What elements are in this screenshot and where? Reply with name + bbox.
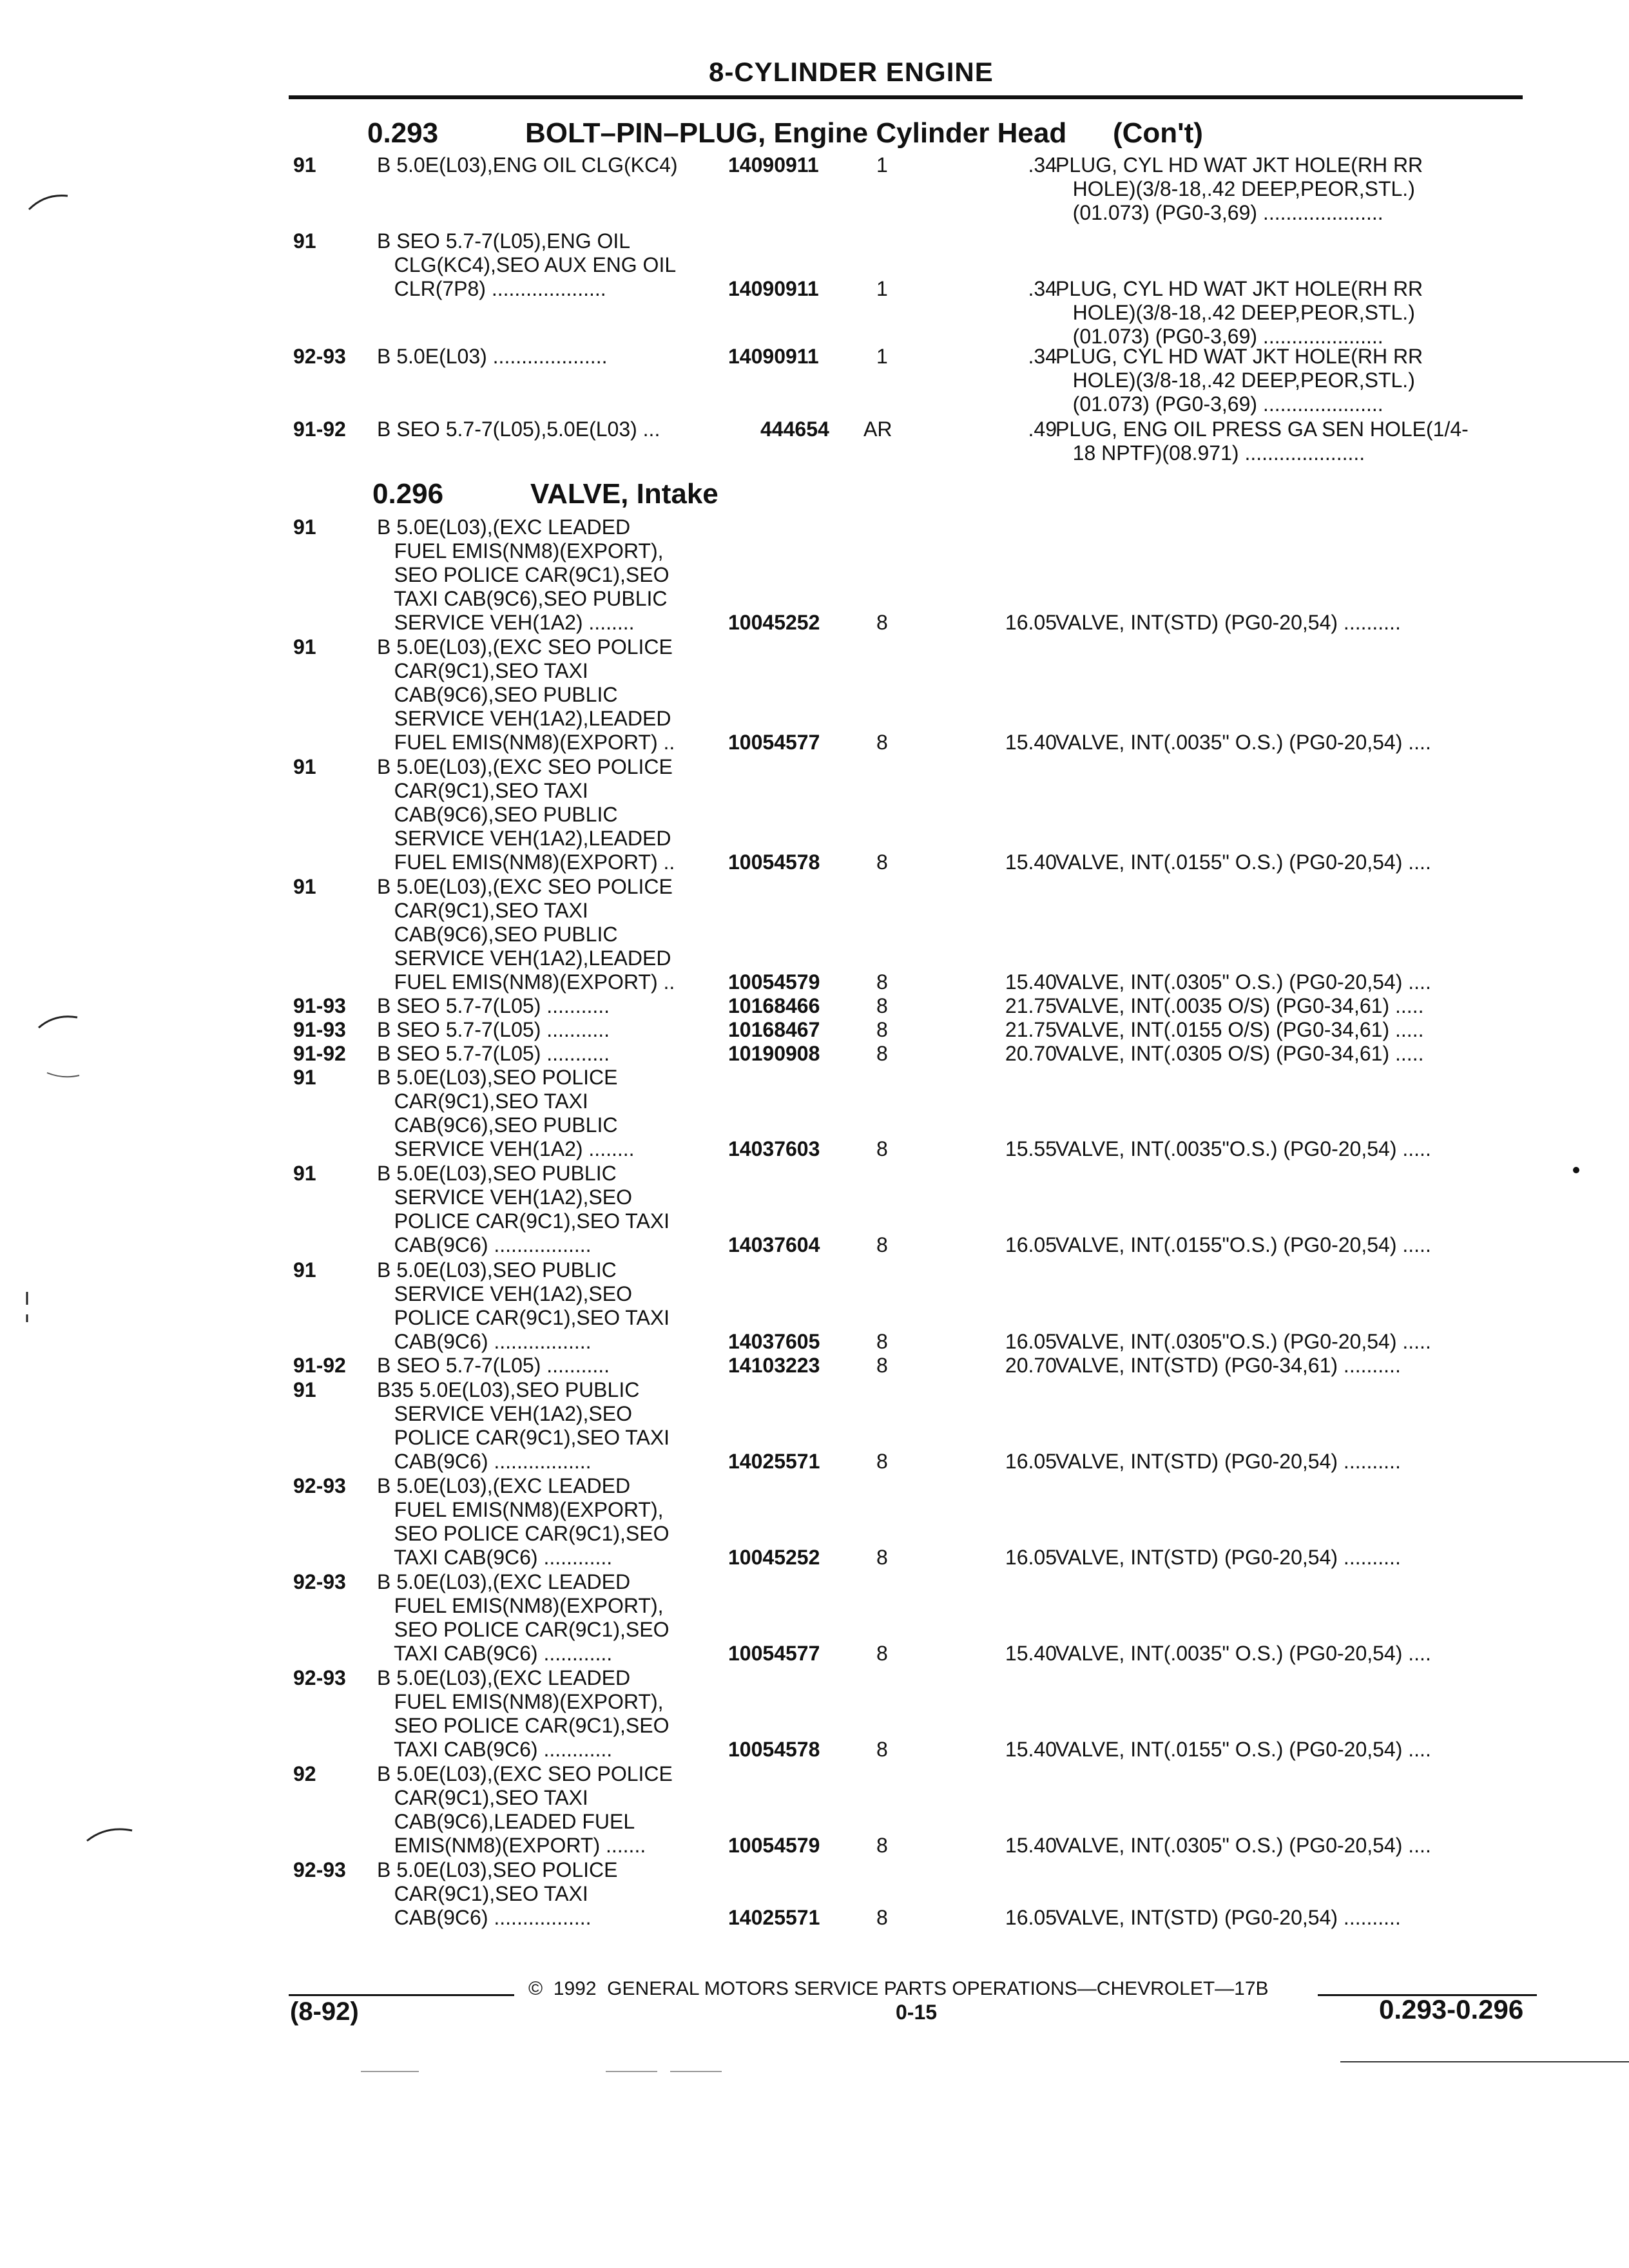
price: .34: [1028, 345, 1057, 368]
part-number: 14037603: [728, 1137, 820, 1160]
part-description: PLUG, CYL HD WAT JKT HOLE(RH RR HOLE)(3/8-18,.42 DEEP,PEOR,STL.) (01.073) (PG0-3,69) .....................: [1055, 345, 1423, 416]
part-number: 10054578: [728, 1738, 820, 1761]
quantity: 8: [876, 1834, 888, 1857]
model-year: 91: [293, 515, 316, 539]
quantity: 8: [876, 1042, 888, 1065]
price: 15.40: [1005, 1738, 1057, 1761]
quantity: 8: [876, 1233, 888, 1256]
model-year: 91: [293, 635, 316, 658]
scan-line: [1340, 2059, 1629, 2065]
section-title: BOLT–PIN–PLUG, Engine Cylinder Head: [525, 117, 1067, 149]
quantity: 8: [876, 611, 888, 634]
part-number: 10054579: [728, 970, 820, 994]
footer-page-number: 0-15: [896, 2001, 938, 2024]
application-description: B 5.0E(L03),(EXC SEO POLICE CAR(9C1),SEO TAXI CAB(9C6),SEO PUBLIC SERVICE VEH(1A2),LEADED FUEL EMIS(NM8)(EXPORT) ..: [377, 875, 675, 994]
quantity: 8: [876, 970, 888, 994]
application-description: B SEO 5.7-7(L05) ...........: [377, 994, 610, 1017]
application-description: B 5.0E(L03),SEO POLICE CAR(9C1),SEO TAXI CAB(9C6) .................: [377, 1858, 618, 1929]
model-year: 91-92: [293, 418, 346, 441]
quantity: 8: [876, 1642, 888, 1665]
header-rule: [289, 95, 1523, 99]
part-number: 14025571: [728, 1450, 820, 1473]
quantity: 8: [876, 994, 888, 1017]
section-title: VALVE, Intake: [530, 478, 718, 510]
price: 15.40: [1005, 1642, 1057, 1665]
application-description: B SEO 5.7-7(L05),5.0E(L03) ...: [377, 418, 660, 441]
part-description: VALVE, INT(STD) (PG0-20,54) ..........: [1055, 1546, 1401, 1569]
price: 21.75: [1005, 1018, 1057, 1041]
part-description: VALVE, INT(.0155" O.S.) (PG0-20,54) ....: [1055, 850, 1431, 874]
footer-copyright: © 1992 GENERAL MOTORS SERVICE PARTS OPERATIONS—CHEVROLET—17B: [528, 1978, 1269, 1999]
part-description: VALVE, INT(STD) (PG0-20,54) ..........: [1055, 1906, 1401, 1929]
application-description: B 5.0E(L03),SEO PUBLIC SERVICE VEH(1A2),SEO POLICE CAR(9C1),SEO TAXI CAB(9C6) .................: [377, 1258, 670, 1353]
quantity: 8: [876, 1738, 888, 1761]
model-year: 91: [293, 1162, 316, 1185]
quantity: 1: [876, 277, 888, 300]
part-number: 10045252: [728, 611, 820, 634]
model-year: 92-93: [293, 1666, 346, 1689]
application-description: B 5.0E(L03),(EXC LEADED FUEL EMIS(NM8)(EXPORT), SEO POLICE CAR(9C1),SEO TAXI CAB(9C6),SEO PUBLIC SERVICE VEH(1A2) ........: [377, 515, 670, 634]
part-description: PLUG, CYL HD WAT JKT HOLE(RH RR HOLE)(3/8-18,.42 DEEP,PEOR,STL.) (01.073) (PG0-3,69) .....................: [1055, 277, 1423, 348]
model-year: 92-93: [293, 1858, 346, 1881]
part-description: VALVE, INT(.0035" O.S.) (PG0-20,54) ....: [1055, 731, 1431, 754]
price: 15.40: [1005, 731, 1057, 754]
footer-section-range: 0.293-0.296: [1379, 1994, 1524, 2024]
quantity: 8: [876, 1354, 888, 1377]
scan-mark: [84, 1820, 135, 1846]
application-description: B SEO 5.7-7(L05) ...........: [377, 1018, 610, 1041]
quantity: 8: [876, 731, 888, 754]
part-description: VALVE, INT(.0035 O/S) (PG0-34,61) .....: [1055, 994, 1424, 1017]
part-description: VALVE, INT(.0305"O.S.) (PG0-20,54) .....: [1055, 1330, 1431, 1353]
price: 16.05: [1005, 1233, 1057, 1256]
part-description: VALVE, INT(.0305" O.S.) (PG0-20,54) ....: [1055, 970, 1431, 994]
part-description: VALVE, INT(.0035"O.S.) (PG0-20,54) .....: [1055, 1137, 1431, 1160]
model-year: 91: [293, 1378, 316, 1401]
quantity: 1: [876, 345, 888, 368]
part-description: VALVE, INT(STD) (PG0-20,54) ..........: [1055, 1450, 1401, 1473]
scan-dot: [1571, 1165, 1581, 1175]
model-year: 91: [293, 1258, 316, 1282]
part-description: VALVE, INT(.0305 O/S) (PG0-34,61) .....: [1055, 1042, 1424, 1065]
price: .49: [1028, 418, 1057, 441]
section-number: 0.293: [367, 117, 439, 149]
part-description: VALVE, INT(STD) (PG0-20,54) ..........: [1055, 611, 1401, 634]
scan-mark: [35, 1008, 81, 1034]
part-description: VALVE, INT(.0155"O.S.) (PG0-20,54) .....: [1055, 1233, 1431, 1256]
application-description: B 5.0E(L03),(EXC SEO POLICE CAR(9C1),SEO TAXI CAB(9C6),SEO PUBLIC SERVICE VEH(1A2),LEADED FUEL EMIS(NM8)(EXPORT) ..: [377, 755, 675, 874]
price: 21.75: [1005, 994, 1057, 1017]
quantity: 8: [876, 850, 888, 874]
model-year: 91: [293, 229, 316, 253]
model-year: 91: [293, 153, 316, 177]
part-number: 10168466: [728, 994, 820, 1017]
application-description: B 5.0E(L03),(EXC LEADED FUEL EMIS(NM8)(EXPORT), SEO POLICE CAR(9C1),SEO TAXI CAB(9C6) ............: [377, 1570, 670, 1665]
price: 16.05: [1005, 1330, 1057, 1353]
part-number: 10168467: [728, 1018, 820, 1041]
application-description: B SEO 5.7-7(L05),ENG OIL CLG(KC4),SEO AUX ENG OIL CLR(7P8) ....................: [377, 229, 677, 300]
price: 16.05: [1005, 1450, 1057, 1473]
application-description: B35 5.0E(L03),SEO PUBLIC SERVICE VEH(1A2),SEO POLICE CAR(9C1),SEO TAXI CAB(9C6) .................: [377, 1378, 670, 1473]
model-year: 92-93: [293, 345, 346, 368]
part-number: 14090911: [728, 277, 819, 300]
application-description: B 5.0E(L03),SEO PUBLIC SERVICE VEH(1A2),SEO POLICE CAR(9C1),SEO TAXI CAB(9C6) .................: [377, 1162, 670, 1256]
part-number: 14103223: [728, 1354, 820, 1377]
section-number: 0.296: [372, 478, 444, 510]
quantity: 8: [876, 1018, 888, 1041]
price: .34: [1028, 277, 1057, 300]
application-description: B 5.0E(L03),(EXC SEO POLICE CAR(9C1),SEO TAXI CAB(9C6),SEO PUBLIC SERVICE VEH(1A2),LEADED FUEL EMIS(NM8)(EXPORT) ..: [377, 635, 675, 754]
quantity: 8: [876, 1137, 888, 1160]
part-number: 10190908: [728, 1042, 820, 1065]
application-description: B 5.0E(L03),ENG OIL CLG(KC4): [377, 153, 678, 177]
model-year: 92: [293, 1762, 316, 1785]
price: 15.40: [1005, 850, 1057, 874]
price: 15.40: [1005, 1834, 1057, 1857]
quantity: 8: [876, 1906, 888, 1929]
scan-mark: [21, 1289, 34, 1327]
part-number: 14037605: [728, 1330, 820, 1353]
scan-mark: [26, 187, 71, 213]
model-year: 91: [293, 1066, 316, 1089]
quantity: 8: [876, 1450, 888, 1473]
model-year: 91: [293, 755, 316, 778]
part-number: 10054577: [728, 1642, 820, 1665]
section-continued-label: (Con't): [1113, 117, 1203, 149]
price: .34: [1028, 153, 1057, 177]
part-number: 14025571: [728, 1906, 820, 1929]
price: 16.05: [1005, 1546, 1057, 1569]
part-number: 14037604: [728, 1233, 820, 1256]
part-description: PLUG, ENG OIL PRESS GA SEN HOLE(1/4- 18 NPTF)(08.971) .....................: [1055, 418, 1469, 465]
price: 20.70: [1005, 1042, 1057, 1065]
application-description: B 5.0E(L03),(EXC SEO POLICE CAR(9C1),SEO TAXI CAB(9C6),LEADED FUEL EMIS(NM8)(EXPORT) .......: [377, 1762, 673, 1857]
part-description: VALVE, INT(.0155 O/S) (PG0-34,61) .....: [1055, 1018, 1424, 1041]
model-year: 91-92: [293, 1354, 346, 1377]
quantity: AR: [863, 418, 892, 441]
part-number: 10045252: [728, 1546, 820, 1569]
model-year: 91-93: [293, 1018, 346, 1041]
part-number: 444654: [760, 418, 829, 441]
quantity: 8: [876, 1330, 888, 1353]
part-description: VALVE, INT(.0305" O.S.) (PG0-20,54) ....: [1055, 1834, 1431, 1857]
application-description: B SEO 5.7-7(L05) ...........: [377, 1042, 610, 1065]
scan-line: [361, 2068, 722, 2075]
application-description: B 5.0E(L03) ....................: [377, 345, 608, 368]
model-year: 91-93: [293, 994, 346, 1017]
quantity: 8: [876, 1546, 888, 1569]
part-description: PLUG, CYL HD WAT JKT HOLE(RH RR HOLE)(3/8-18,.42 DEEP,PEOR,STL.) (01.073) (PG0-3,69) .....................: [1055, 153, 1423, 224]
price: 16.05: [1005, 1906, 1057, 1929]
page-title: 8-CYLINDER ENGINE: [709, 57, 994, 87]
footer-rule-left: [289, 1994, 514, 1996]
model-year: 92-93: [293, 1474, 346, 1497]
part-number: 10054577: [728, 731, 820, 754]
quantity: 1: [876, 153, 888, 177]
model-year: 91: [293, 875, 316, 898]
application-description: B SEO 5.7-7(L05) ...........: [377, 1354, 610, 1377]
price: 20.70: [1005, 1354, 1057, 1377]
part-number: 10054579: [728, 1834, 820, 1857]
part-number: 10054578: [728, 850, 820, 874]
application-description: B 5.0E(L03),SEO POLICE CAR(9C1),SEO TAXI CAB(9C6),SEO PUBLIC SERVICE VEH(1A2) ........: [377, 1066, 635, 1160]
application-description: B 5.0E(L03),(EXC LEADED FUEL EMIS(NM8)(EXPORT), SEO POLICE CAR(9C1),SEO TAXI CAB(9C6) ............: [377, 1474, 670, 1569]
price: 15.55: [1005, 1137, 1057, 1160]
model-year: 92-93: [293, 1570, 346, 1593]
application-description: B 5.0E(L03),(EXC LEADED FUEL EMIS(NM8)(EXPORT), SEO POLICE CAR(9C1),SEO TAXI CAB(9C6) ............: [377, 1666, 670, 1761]
price: 15.40: [1005, 970, 1057, 994]
scan-mark: [44, 1066, 82, 1086]
part-number: 14090911: [728, 345, 819, 368]
part-description: VALVE, INT(.0155" O.S.) (PG0-20,54) ....: [1055, 1738, 1431, 1761]
part-number: 14090911: [728, 153, 819, 177]
part-description: VALVE, INT(.0035" O.S.) (PG0-20,54) ....: [1055, 1642, 1431, 1665]
model-year: 91-92: [293, 1042, 346, 1065]
price: 16.05: [1005, 611, 1057, 634]
part-description: VALVE, INT(STD) (PG0-34,61) ..........: [1055, 1354, 1401, 1377]
footer-date: (8-92): [290, 1997, 359, 2026]
